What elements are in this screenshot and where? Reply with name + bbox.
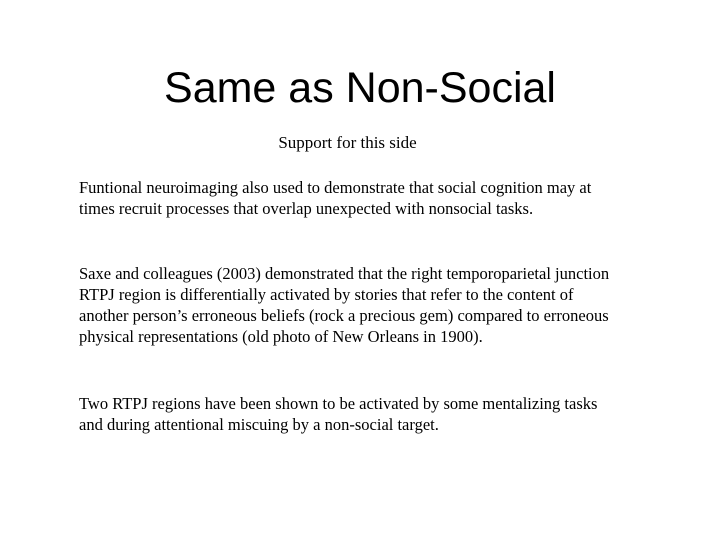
paragraph-rtpj-regions: Two RTPJ regions have been shown to be activated by some mentalizing tasks and during attentional miscuing by a non-social target. <box>79 394 598 434</box>
slide-subtitle: Support for this side <box>278 133 417 152</box>
paragraph-neuroimaging: Funtional neuroimaging also used to demonstrate that social cognition may at times recruit processes that overlap unexpected with nonsocial tasks. <box>79 178 592 218</box>
paragraph-saxe-study: Saxe and colleagues (2003) demonstrated that the right temporoparietal junction RTPJ region is differentially activated by stories that refer to the content of another person’s erroneous beliefs (rock a precious gem) compared to erroneous physical representations (old photo of New Orleans in 1900). <box>79 264 610 346</box>
slide-title: Same as Non-Social <box>164 64 556 112</box>
